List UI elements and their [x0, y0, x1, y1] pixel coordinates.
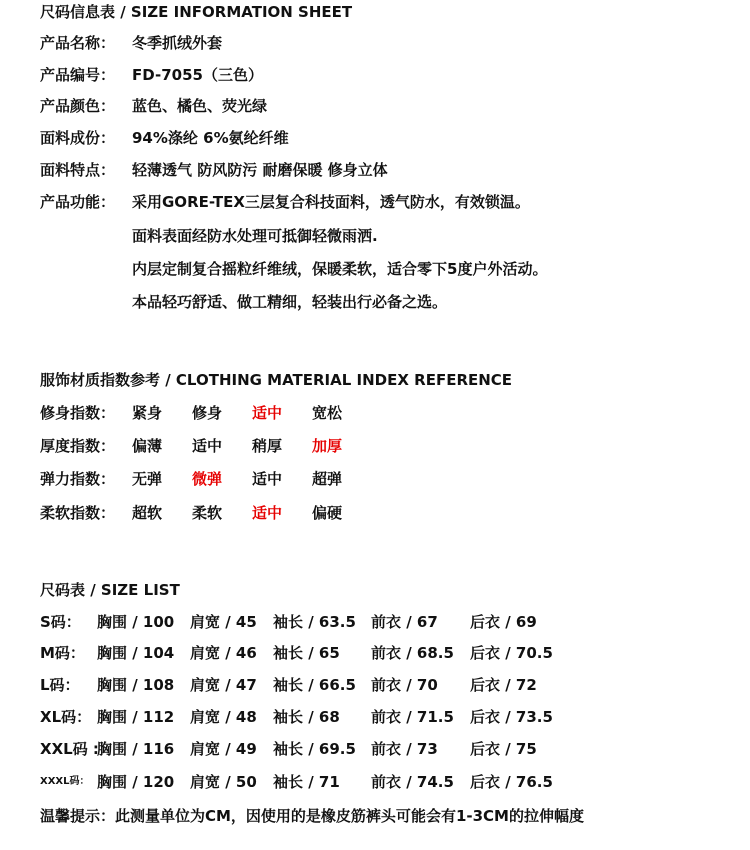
info-value: 冬季抓绒外套	[132, 34, 223, 52]
info-label: 面料成份：	[40, 129, 116, 147]
info-label: 面料特点：	[40, 161, 116, 179]
info-value: 采用GORE-TEX三层复合科技面料，透气防水，有效锁温。	[132, 193, 530, 211]
size-back: 后衣 / 72	[470, 676, 537, 694]
index-option: 无弹	[132, 470, 163, 488]
index-option: 偏硬	[312, 504, 343, 522]
function-detail: 内层定制复合摇粒纤维绒，保暖柔软，适合零下5度户外活动。	[132, 260, 548, 278]
info-value: FD-7055（三色）	[132, 66, 263, 84]
info-label: 产品功能：	[40, 193, 116, 211]
index-option: 适中	[192, 437, 223, 455]
size-sleeve: 袖长 / 66.5	[273, 676, 356, 694]
size-size: XXL码 :	[40, 740, 99, 758]
index-label: 柔软指数：	[40, 504, 116, 522]
size-back: 后衣 / 73.5	[470, 708, 553, 726]
size-size: S码：	[40, 613, 81, 631]
info-value: 蓝色、橘色、荧光绿	[132, 97, 268, 115]
index-option: 稍厚	[252, 437, 283, 455]
function-detail: 面料表面经防水处理可抵御轻微雨洒.	[132, 227, 378, 245]
size-shoulder: 肩宽 / 46	[190, 644, 257, 662]
size-chest: 胸围 / 112	[97, 708, 175, 726]
size-front: 前衣 / 67	[371, 613, 438, 631]
section-title: 尺码信息表 / SIZE INFORMATION SHEET	[40, 3, 353, 21]
size-back: 后衣 / 69	[470, 613, 537, 631]
index-option: 柔软	[192, 504, 223, 522]
index-option-selected: 适中	[252, 504, 283, 522]
size-front: 前衣 / 70	[371, 676, 438, 694]
info-value: 轻薄透气 防风防污 耐磨保暖 修身立体	[132, 161, 388, 179]
section-title: 服饰材质指数参考 / CLOTHING MATERIAL INDEX REFERENCE	[40, 371, 513, 389]
index-option: 超软	[132, 504, 163, 522]
size-front: 前衣 / 74.5	[371, 773, 454, 791]
index-label: 弹力指数：	[40, 470, 116, 488]
size-size: XL码：	[40, 708, 92, 726]
size-chest: 胸围 / 104	[97, 644, 175, 662]
size-sleeve: 袖长 / 69.5	[273, 740, 356, 758]
index-option-selected: 微弹	[192, 470, 223, 488]
size-front: 前衣 / 68.5	[371, 644, 454, 662]
size-sleeve: 袖长 / 65	[273, 644, 340, 662]
size-shoulder: 肩宽 / 47	[190, 676, 257, 694]
size-chest: 胸围 / 100	[97, 613, 175, 631]
size-front: 前衣 / 71.5	[371, 708, 454, 726]
info-value: 94%涤纶 6%氨纶纤维	[132, 129, 289, 147]
size-back: 后衣 / 75	[470, 740, 537, 758]
size-sleeve: 袖长 / 68	[273, 708, 340, 726]
index-label: 修身指数：	[40, 404, 116, 422]
info-label: 产品名称：	[40, 34, 116, 52]
index-label: 厚度指数：	[40, 437, 116, 455]
index-option: 适中	[252, 470, 283, 488]
info-label: 产品颜色：	[40, 97, 116, 115]
index-option: 宽松	[312, 404, 343, 422]
index-option-selected: 加厚	[312, 437, 343, 455]
index-option-selected: 适中	[252, 404, 283, 422]
index-option: 紧身	[132, 404, 163, 422]
size-shoulder: 肩宽 / 48	[190, 708, 257, 726]
size-shoulder: 肩宽 / 45	[190, 613, 257, 631]
size-size: M码：	[40, 644, 85, 662]
size-sleeve: 袖长 / 63.5	[273, 613, 356, 631]
size-shoulder: 肩宽 / 49	[190, 740, 257, 758]
size-front: 前衣 / 73	[371, 740, 438, 758]
function-detail: 本品轻巧舒适、做工精细，轻装出行必备之选。	[132, 293, 448, 311]
index-option: 超弹	[312, 470, 343, 488]
size-shoulder: 肩宽 / 50	[190, 773, 257, 791]
size-note: 温馨提示：此测量单位为CM，因使用的是橡皮筋裤头可能会有1-3CM的拉伸幅度	[40, 807, 584, 825]
size-sleeve: 袖长 / 71	[273, 773, 340, 791]
size-size: L码：	[40, 676, 80, 694]
index-option: 偏薄	[132, 437, 163, 455]
size-chest: 胸围 / 120	[97, 773, 175, 791]
index-option: 修身	[192, 404, 223, 422]
size-chest: 胸围 / 108	[97, 676, 175, 694]
size-back: 后衣 / 70.5	[470, 644, 553, 662]
section-title: 尺码表 / SIZE LIST	[40, 581, 180, 599]
info-label: 产品编号：	[40, 66, 116, 84]
size-size: XXXL码：	[40, 776, 90, 787]
size-chest: 胸围 / 116	[97, 740, 175, 758]
size-back: 后衣 / 76.5	[470, 773, 553, 791]
